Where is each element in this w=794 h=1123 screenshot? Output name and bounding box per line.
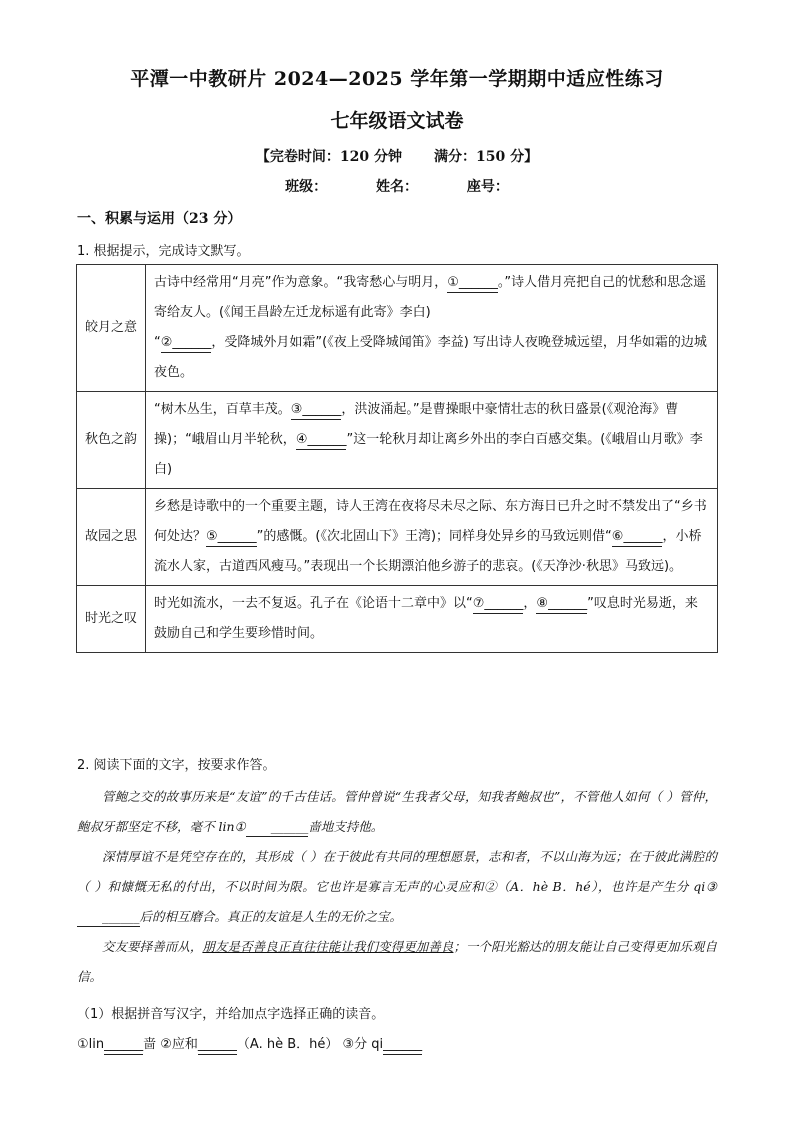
text-segment: ”的感慨。(《次北固山下》王湾)；同样身处异乡的马致远则借“ (256, 529, 612, 544)
seat-label[interactable]: 座号： (466, 179, 509, 195)
reading-passage (77, 782, 717, 992)
answer-blank-5[interactable]: ⑤______ (206, 528, 257, 547)
row-category: 皎月之意 (77, 265, 146, 392)
class-label[interactable]: 班级： (285, 179, 328, 195)
row-category: 故园之思 (77, 489, 146, 586)
passage-paragraph (77, 932, 717, 992)
text-segment: ①lin (77, 1037, 105, 1052)
table-row (77, 392, 718, 489)
poem-recitation-table (76, 264, 718, 653)
text-segment: ， (523, 596, 537, 611)
answer-blank-7[interactable]: ⑦______ (473, 595, 524, 614)
answer-blank-4[interactable]: ④______ (296, 431, 347, 450)
text-segment: 古诗中经常用“月亮”作为意象。“我寄愁心与明月， (154, 275, 448, 290)
exam-meta (0, 146, 794, 166)
text-segment: ；一个阳光豁达的朋友能让自己变得更加乐观自信。 (77, 939, 717, 984)
text-segment: “ (154, 335, 161, 350)
subquestion-1-answers (77, 1033, 422, 1055)
answer-blank-qi[interactable]: ______ (383, 1036, 422, 1055)
name-label[interactable]: 姓名： (376, 179, 418, 195)
row-category: 秋色之韵 (77, 392, 146, 489)
answer-blank-yinghe[interactable]: ______ (198, 1036, 237, 1055)
passage-paragraph (77, 842, 717, 932)
text-segment: 乡愁是诗歌中的一个重要主题，诗人王湾在夜将尽未尽之际、东方海日已升之时不禁发出了“乡书何处达？ (154, 499, 707, 544)
table-row (77, 489, 718, 586)
question-1-prompt: 1. 根据提示，完成诗文默写。 (77, 244, 250, 259)
passage-paragraph (77, 782, 717, 842)
row-content (146, 265, 718, 392)
exam-title: 平潭一中教研片 2024—2025 学年第一学期期中适应性练习 (130, 68, 664, 90)
subquestion-1-prompt: （1）根据拼音写汉字，并给加点字选择正确的读音。 (77, 1007, 385, 1022)
text-segment: 时光如流水，一去不复返。孔子在《论语十二章中》以“ (154, 596, 473, 611)
text-segment: ”叹息时光易逝，来鼓励自己和学生要珍惜时间。 (154, 596, 698, 641)
text-segment: 后的相互磨合。真正的友谊是人生的无价之宝。 (139, 909, 403, 924)
answer-blank-8[interactable]: ⑧______ (536, 595, 587, 614)
text-segment: ”这一轮秋月却让离乡外出的李白百感交集。(《峨眉山月歌》李白) (154, 432, 703, 477)
text-segment: 啬 ②应和 (143, 1037, 198, 1052)
table-row (77, 586, 718, 653)
text-segment: 管鲍之交的故事历来是“友谊”的千古佳话。管仲曾说“生我者父母，知我者鲍叔也”，不管他人如何（ ）管仲，鲍叔牙都坚定不移，毫不 lin① (77, 789, 717, 834)
answer-blank-lin[interactable]: ______ (104, 1036, 143, 1055)
row-category: 时光之叹 (77, 586, 146, 653)
answer-blank-1[interactable]: ①______ (447, 274, 498, 293)
text-segment: ，受降城外月如霜”(《夜上受降城闻笛》李益) 写出诗人夜晚登城远望，月华如霜的边城夜色。 (154, 335, 707, 380)
answer-blank-3[interactable]: ③______ (291, 401, 342, 420)
text-segment: （A. hè B．hé） ③分 qi (236, 1037, 384, 1052)
answer-blank-6[interactable]: ⑥______ (612, 528, 663, 547)
row-content (146, 392, 718, 489)
student-info (0, 176, 794, 196)
table-row (77, 265, 718, 392)
exam-score: 满分：150 分】 (434, 149, 539, 165)
exam-time: 【完卷时间：120 分钟 (255, 149, 402, 165)
text-segment: “树木丛生，百草丰茂。 (154, 402, 291, 417)
text-segment: 交友要择善而从， (102, 939, 203, 954)
underlined-sentence: 朋友是否善良正直往往能让我们变得更加善良 (202, 939, 454, 954)
text-segment: 。”诗人借月亮把自己的忧愁和思念遥寄给友人。(《闻王昌龄左迁龙标遥有此寄》李白) (154, 275, 707, 320)
section-title: 一、积累与运用（23 分） (77, 211, 242, 227)
question-2-prompt: 2. 阅读下面的文字，按要求作答。 (77, 758, 276, 773)
exam-subtitle: 七年级语文试卷 (330, 110, 464, 132)
row-content (146, 489, 718, 586)
passage-blank-1[interactable]: ______ (246, 818, 309, 837)
text-segment: ，小桥流水人家，古道西风瘦马。”表现出一个长期漂泊他乡游子的悲哀。(《天净沙·秋思》马致远)。 (154, 529, 702, 574)
text-segment: 啬地支持他。 (308, 819, 384, 834)
text-segment: ，洪波涌起。”是曹操眼中豪情壮志的秋日盛景(《观沧海》曹操)；“峨眉山月半轮秋， (154, 402, 679, 447)
row-content (146, 586, 718, 653)
passage-blank-3[interactable]: ______ (77, 908, 140, 927)
answer-blank-2[interactable]: ②______ (161, 334, 212, 353)
text-segment: 深情厚谊不是凭空存在的，其形成（ ）在于彼此有共同的理想愿景，志和者，不以山海为远；在于彼此满腔的（ ）和慷慨无私的付出，不以时间为限。它也许是寡言无声的心灵应和②（A．hè B．hé），也许是产生分 qi③ (77, 849, 717, 894)
